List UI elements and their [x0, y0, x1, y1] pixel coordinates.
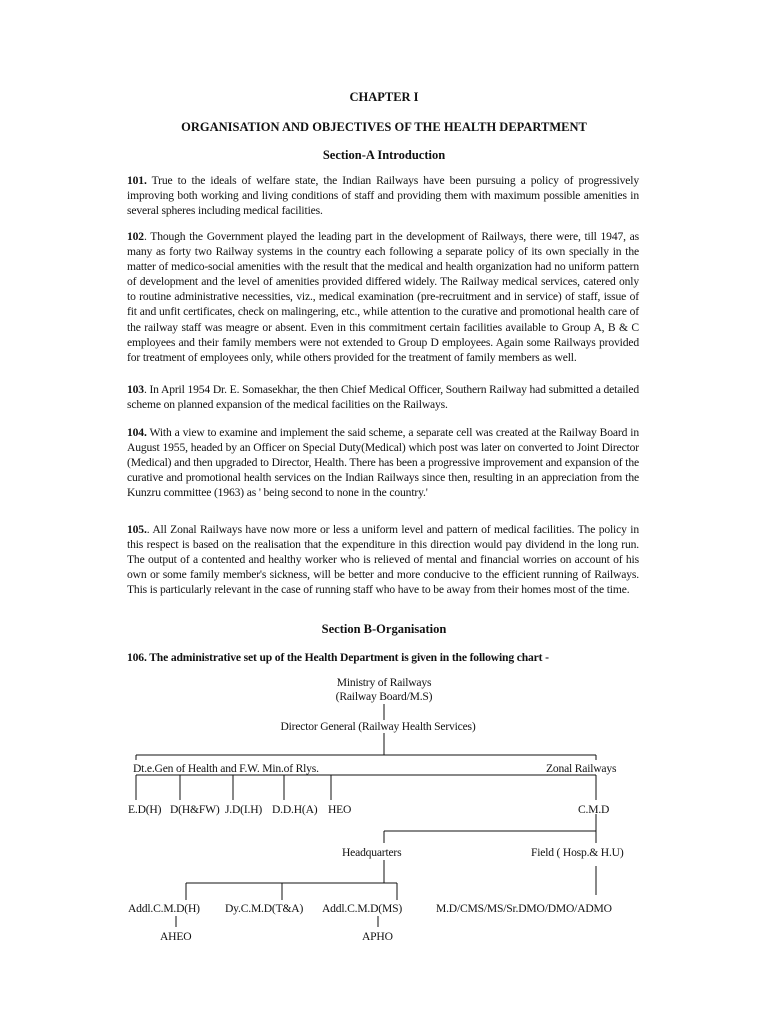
- org-d-hfw: D(H&FW): [170, 803, 220, 816]
- org-ddh-a: D.D.H(A): [272, 803, 318, 816]
- paragraph-text: True to the ideals of welfare state, the Indian Railways have been pursuing a policy of progressively improving both working and living conditions of staff and providing them with maximum possible amenities in several spheres including medical facilities.: [127, 174, 639, 218]
- chapter-subtitle: ORGANISATION AND OBJECTIVES OF THE HEALTH DEPARTMENT: [181, 120, 587, 134]
- paragraph-106: 106. The administrative set up of the Health Department is given in the following chart -: [127, 651, 549, 664]
- paragraph-number: 104.: [127, 426, 147, 439]
- chapter-title: CHAPTER I: [349, 90, 419, 104]
- org-field: Field ( Hosp.& H.U): [531, 846, 624, 859]
- paragraph-text: . In April 1954 Dr. E. Somasekhar, the then Chief Medical Officer, Southern Railway had submitted a detailed scheme on planned expansion of the medical facilities on the Railways.: [127, 383, 639, 412]
- org-director-general: Director General (Railway Health Services): [280, 720, 476, 733]
- paragraph-number: 102: [127, 230, 144, 243]
- org-aheo: AHEO: [160, 930, 192, 943]
- paragraph-number: 103: [127, 383, 144, 396]
- org-jd-ih: J.D(I.H): [225, 803, 263, 816]
- org-apho: APHO: [362, 930, 393, 943]
- org-cmd: C.M.D: [578, 803, 610, 816]
- org-ministry-line1: Ministry of Railways: [336, 676, 432, 689]
- paragraph-text: . All Zonal Railways have now more or less a uniform level and pattern of medical facilities. The policy in this respect is based on the realisation that the expenditure in this direction would pay dividend in the long run. The output of a contented and healthy worker who is relieved of mental and financial worries on account of his own or some family member's sickness, will be better and more conducive to the efficient running of Railways. This is particularly relevant in the case of running staff who have to be away from their homes most of the time.: [127, 523, 639, 597]
- org-addl-cmd-h: Addl.C.M.D(H): [128, 902, 200, 915]
- org-heo: HEO: [328, 803, 352, 816]
- org-headquarters: Headquarters: [342, 846, 402, 859]
- org-dte-gen: Dt.e.Gen of Health and F.W. Min.of Rlys.: [133, 762, 319, 775]
- section-a-title: Section-A Introduction: [322, 148, 446, 162]
- org-addl-cmd-ms: Addl.C.M.D(MS): [322, 902, 402, 915]
- org-zonal-railways: Zonal Railways: [546, 762, 617, 775]
- org-dy-cmd-ta: Dy.C.M.D(T&A): [225, 902, 304, 915]
- paragraph-number: 105.: [127, 523, 147, 536]
- paragraph-number: 101.: [127, 174, 147, 187]
- org-ministry-line2: (Railway Board/M.S): [335, 690, 433, 703]
- org-ed-h: E.D(H): [128, 803, 162, 816]
- section-b-title: Section B-Organisation: [321, 622, 447, 636]
- paragraph-text: . Though the Government played the leading part in the development of Railways, there were, till 1947, as many as forty two Railway systems in the country each following a separate policy of its own specially in the matter of medico-social amenities with the result that the medical and health organization had no uniform pattern of development and the level of amenities provided differed widely. The Railway medical services, catered only to routine administrative necessities, viz., medical examination (pre-recruitment and in service) of staff, issue of fit and unfit certificates, check on malingering, etc., while attention to the curative and promotional health care of the railway staff was meagre or absent. Even in this commitment certain facilities available to Group A, B & C employees and their family members were not extended to Group D employees. Again some Railways provided for treatment of employees only, while others provided for the treatment of family members as well.: [127, 230, 639, 364]
- paragraph-text: With a view to examine and implement the said scheme, a separate cell was created at the Railway Board in August 1955, headed by an Officer on Special Duty(Medical) which post was later on converted to Joint Director (Medical) and then upgraded to Director, Health. There has been a progressive improvement and expansion of the curative and promotional health services on the Indian Railways since then, resulting in an appreciation from the Kunzru committee (1963) as ' being second to none in the country.': [127, 426, 639, 500]
- org-md-list: M.D/CMS/MS/Sr.DMO/DMO/ADMO: [436, 902, 612, 915]
